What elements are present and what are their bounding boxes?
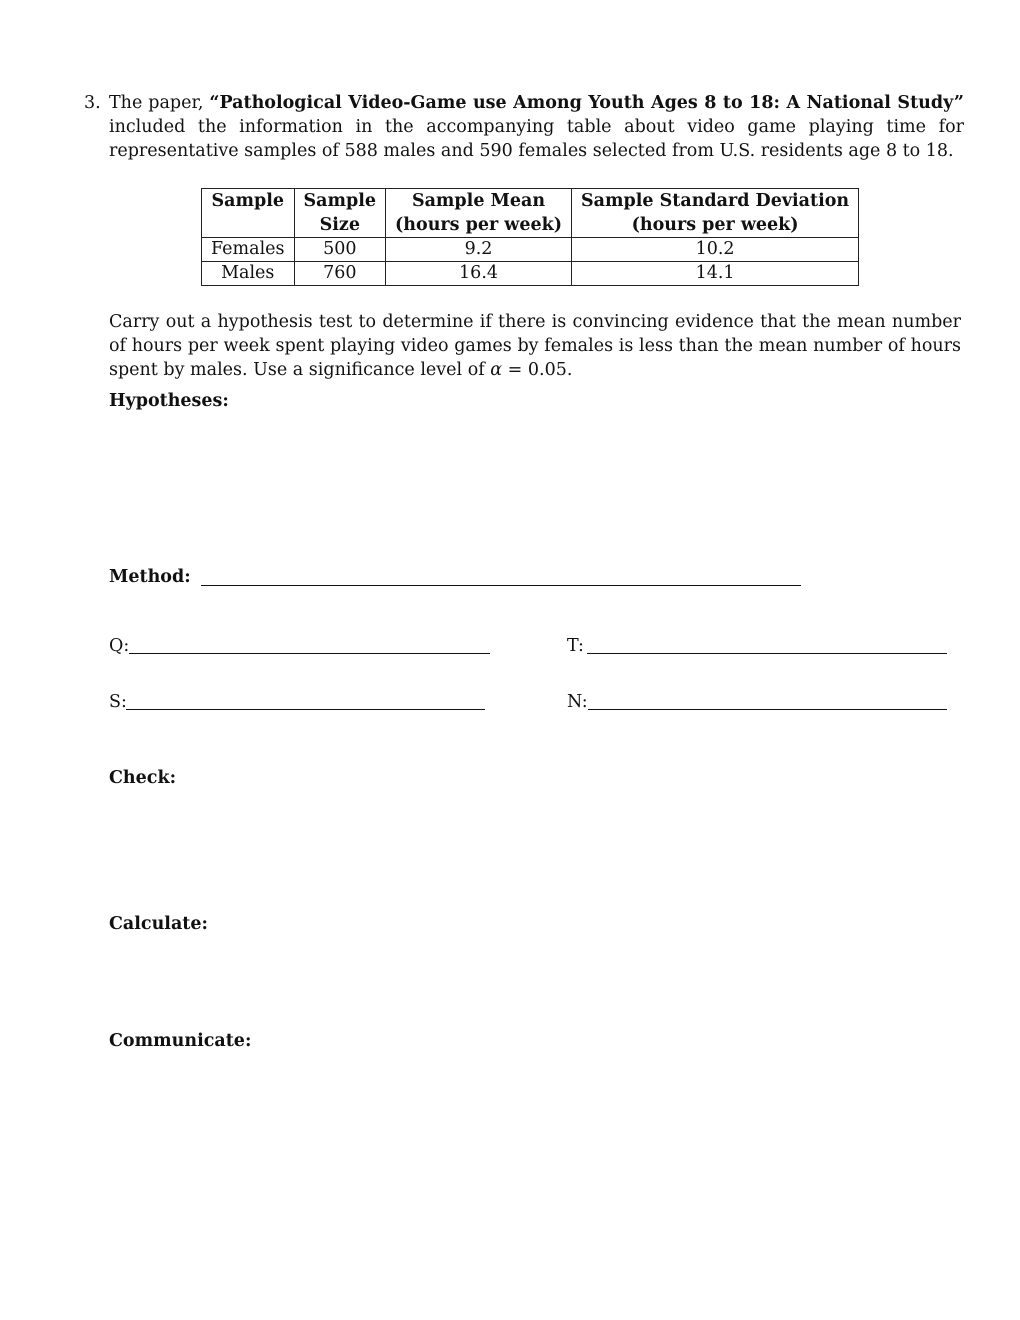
paper-title: “Pathological Video-Game use Among Youth Ages 8 to 18: A National Study” <box>209 93 964 113</box>
problem-statement <box>84 91 964 163</box>
s-answer-line[interactable] <box>126 709 485 710</box>
task-instructions <box>109 310 961 382</box>
table-row <box>202 238 859 262</box>
cell-sample: Females <box>202 238 295 262</box>
cell-sd: 14.1 <box>572 262 859 286</box>
s-label: S: <box>109 692 127 712</box>
calculate-heading: Calculate: <box>109 914 208 934</box>
cell-mean: 9.2 <box>386 238 572 262</box>
n-answer-line[interactable] <box>588 709 947 710</box>
method-heading: Method: <box>109 567 191 587</box>
header-sample-size: Sample Size <box>294 189 386 238</box>
problem-number: 3. <box>84 93 101 113</box>
task-text: Carry out a hypothesis test to determine if there is convincing evidence that the mean number of hours per week spent playing video games by females is less than the mean number of hours spent by males. Use a significance level of <box>109 312 961 380</box>
problem-intro <box>84 91 964 163</box>
method-answer-line[interactable] <box>201 585 801 586</box>
header-sample: Sample <box>202 189 295 238</box>
t-label: T: <box>567 636 584 656</box>
cell-sample: Males <box>202 262 295 286</box>
header-sample-sd: Sample Standard Deviation (hours per week) <box>572 189 859 238</box>
check-heading: Check: <box>109 768 177 788</box>
q-answer-line[interactable] <box>129 653 490 654</box>
n-label: N: <box>567 692 588 712</box>
communicate-heading: Communicate: <box>109 1031 252 1051</box>
data-table <box>201 188 859 286</box>
header-sample-mean: Sample Mean (hours per week) <box>386 189 572 238</box>
alpha-value: = 0.05. <box>502 360 573 380</box>
cell-size: 760 <box>294 262 386 286</box>
table-row <box>202 262 859 286</box>
hypotheses-heading: Hypotheses: <box>109 391 229 411</box>
cell-size: 500 <box>294 238 386 262</box>
intro-prefix: The paper, <box>109 93 210 113</box>
cell-sd: 10.2 <box>572 238 859 262</box>
t-answer-line[interactable] <box>587 653 947 654</box>
q-label: Q: <box>109 636 130 656</box>
intro-suffix: included the information in the accompanying table about video game playing time for representative samples of 588 males and 590 females selected from U.S. residents age 8 to 18. <box>109 117 964 161</box>
cell-mean: 16.4 <box>386 262 572 286</box>
alpha-symbol: α <box>490 360 503 380</box>
table-header-row <box>202 189 859 238</box>
